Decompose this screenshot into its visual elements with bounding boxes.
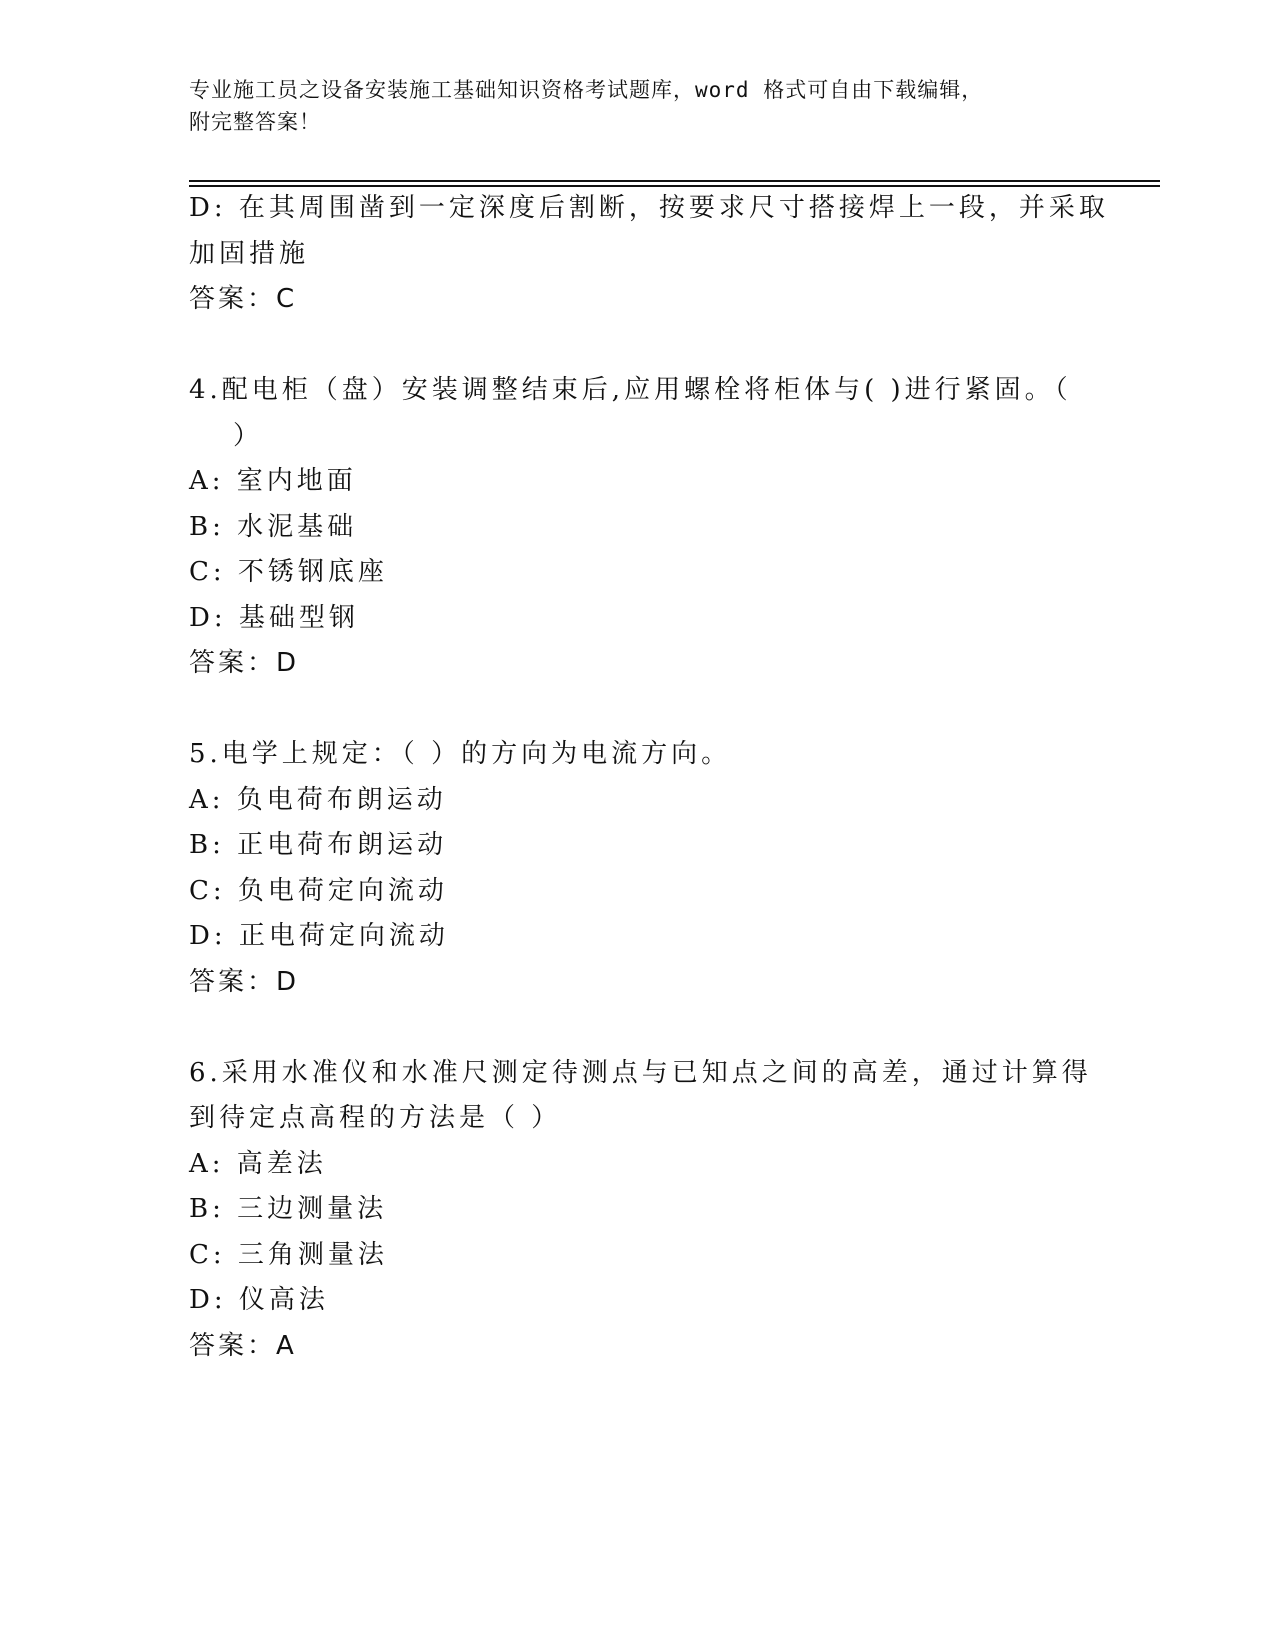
question-stem: 4.配电柜（盘）安装调整结束后,应用螺栓将柜体与( )进行紧固。（ (189, 375, 1072, 405)
option-b: B: 三边测量法 (189, 1194, 388, 1224)
option-c: C: 三角测量法 (189, 1239, 388, 1270)
question-stem-continued: ） (233, 420, 264, 451)
answer: 答案：C (189, 284, 298, 314)
option-d: D: 基础型钢 (189, 602, 359, 633)
question-3-tail (189, 186, 1109, 323)
question-6 (189, 1051, 1092, 1370)
question-stem: 5.电学上规定：（ ）的方向为电流方向。 (189, 739, 732, 769)
spacer (189, 687, 1089, 733)
option-a: A: 高差法 (189, 1148, 327, 1179)
question-stem-continued: 到待定点高程的方法是（ ） (189, 1103, 562, 1133)
question-5 (189, 732, 1089, 1005)
option-b: B: 水泥基础 (189, 511, 358, 542)
spacer (189, 323, 1089, 369)
question-stem: 6.采用水准仪和水准尺测定待测点与已知点之间的高差，通过计算得 (189, 1057, 1092, 1088)
option-a: A: 室内地面 (189, 466, 357, 496)
option-d: D: 仪高法 (189, 1285, 329, 1315)
option-b: B: 正电荷布朗运动 (189, 830, 448, 860)
header-divider-top (189, 180, 1160, 182)
spacer (189, 1005, 1089, 1051)
option-d: D: 在其周围凿到一定深度后割断，按要求尺寸搭接焊上一段，并采取 (189, 193, 1109, 223)
answer: 答案：A (189, 1330, 297, 1361)
option-a: A: 负电荷布朗运动 (189, 784, 447, 815)
answer: 答案：D (189, 648, 300, 678)
answer: 答案：D (189, 966, 300, 997)
header-line-2: 附完整答案！ (189, 110, 321, 134)
header-line-1: 专业施工员之设备安装施工基础知识资格考试题库，word 格式可自由下载编辑， (189, 78, 984, 102)
question-4 (189, 368, 1089, 687)
option-c: C: 不锈钢底座 (189, 557, 388, 587)
document-header (189, 74, 1069, 138)
option-d-continued: 加固措施 (189, 238, 310, 269)
option-d: D: 正电荷定向流动 (189, 921, 449, 951)
question-list (189, 186, 1109, 1369)
option-c: C: 负电荷定向流动 (189, 875, 448, 906)
